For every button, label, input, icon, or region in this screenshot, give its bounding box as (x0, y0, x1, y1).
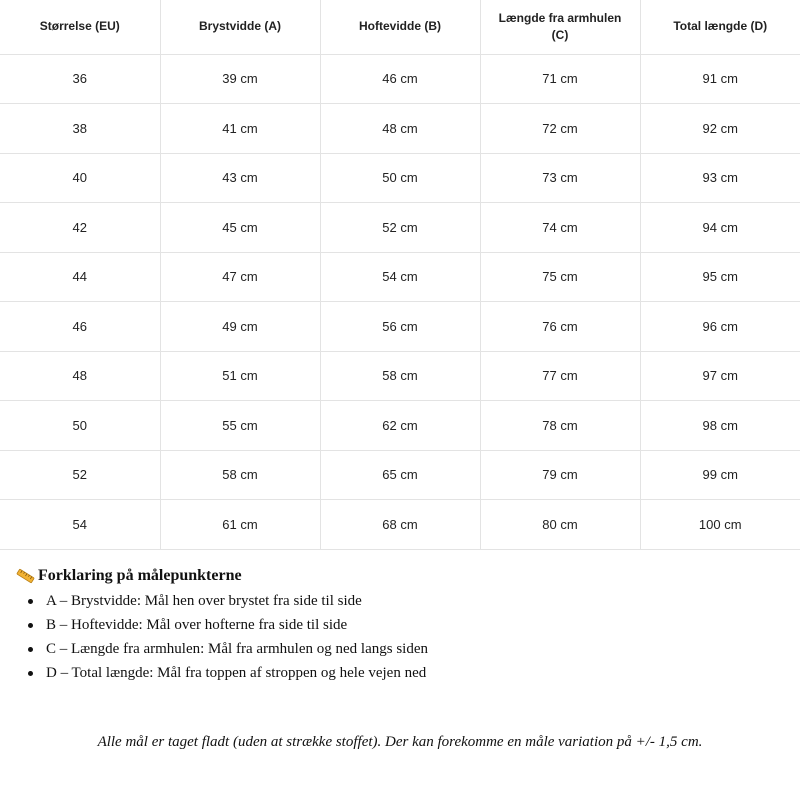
table-row (0, 252, 800, 302)
column-header-armpit-length: Længde fra armhulen (C) (480, 0, 640, 54)
table-header-row (0, 0, 800, 54)
bullet-icon (28, 671, 33, 676)
list-item (16, 589, 786, 613)
table-cell-armpit-length: 76 cm (480, 302, 640, 352)
table-cell-hip-width: 50 cm (320, 153, 480, 203)
table-cell-chest-width: 51 cm (160, 351, 320, 401)
table-row (0, 450, 800, 500)
table-cell-chest-width: 61 cm (160, 500, 320, 550)
table-row (0, 401, 800, 451)
table-cell-size: 42 (0, 203, 160, 253)
list-item (16, 613, 786, 637)
table-cell-size: 50 (0, 401, 160, 451)
column-header-size: Størrelse (EU) (0, 0, 160, 54)
table-cell-armpit-length: 72 cm (480, 104, 640, 154)
table-cell-hip-width: 46 cm (320, 54, 480, 104)
table-cell-hip-width: 52 cm (320, 203, 480, 253)
table-cell-total-length: 91 cm (640, 54, 800, 104)
table-cell-total-length: 97 cm (640, 351, 800, 401)
table-cell-hip-width: 48 cm (320, 104, 480, 154)
table-cell-armpit-length: 73 cm (480, 153, 640, 203)
table-cell-chest-width: 45 cm (160, 203, 320, 253)
table-cell-size: 38 (0, 104, 160, 154)
legend-item-text: A – Brystvidde: Mål hen over brystet fra side til side (46, 593, 362, 609)
table-cell-total-length: 98 cm (640, 401, 800, 451)
legend-heading (16, 565, 786, 587)
legend-item-text: D – Total længde: Mål fra toppen af stroppen og hele vejen ned (46, 665, 427, 681)
column-header-hip-width: Hoftevidde (B) (320, 0, 480, 54)
measurement-legend (16, 565, 786, 685)
table-cell-hip-width: 62 cm (320, 401, 480, 451)
list-item (16, 637, 786, 661)
table-cell-size: 40 (0, 153, 160, 203)
table-cell-total-length: 94 cm (640, 203, 800, 253)
table-cell-armpit-length: 79 cm (480, 450, 640, 500)
table-cell-total-length: 96 cm (640, 302, 800, 352)
table-cell-size: 46 (0, 302, 160, 352)
table-row (0, 302, 800, 352)
table-cell-armpit-length: 71 cm (480, 54, 640, 104)
bullet-icon (28, 599, 33, 604)
table-cell-total-length: 95 cm (640, 252, 800, 302)
table-cell-chest-width: 39 cm (160, 54, 320, 104)
legend-list (16, 589, 786, 685)
table-cell-armpit-length: 80 cm (480, 500, 640, 550)
table-cell-total-length: 100 cm (640, 500, 800, 550)
table-cell-hip-width: 58 cm (320, 351, 480, 401)
table-cell-size: 48 (0, 351, 160, 401)
table-cell-chest-width: 41 cm (160, 104, 320, 154)
table-row (0, 500, 800, 550)
table-cell-size: 52 (0, 450, 160, 500)
table-cell-armpit-length: 74 cm (480, 203, 640, 253)
table-cell-hip-width: 68 cm (320, 500, 480, 550)
table-row (0, 351, 800, 401)
table-cell-hip-width: 54 cm (320, 252, 480, 302)
column-header-chest-width: Brystvidde (A) (160, 0, 320, 54)
table-cell-total-length: 99 cm (640, 450, 800, 500)
legend-item-text: B – Hoftevidde: Mål over hofterne fra side til side (46, 617, 348, 633)
table-cell-size: 36 (0, 54, 160, 104)
table-cell-chest-width: 47 cm (160, 252, 320, 302)
list-item (16, 661, 786, 685)
table-cell-chest-width: 55 cm (160, 401, 320, 451)
table-cell-total-length: 93 cm (640, 153, 800, 203)
table-cell-chest-width: 58 cm (160, 450, 320, 500)
table-cell-armpit-length: 75 cm (480, 252, 640, 302)
legend-item-text: C – Længde fra armhulen: Mål fra armhulen og ned langs siden (46, 641, 428, 657)
table-row (0, 104, 800, 154)
legend-title: Forklaring på målepunkterne (38, 567, 242, 584)
bullet-icon (28, 623, 33, 628)
column-header-total-length: Total længde (D) (640, 0, 800, 54)
table-cell-total-length: 92 cm (640, 104, 800, 154)
table-cell-chest-width: 43 cm (160, 153, 320, 203)
measurement-note: Alle mål er taget fladt (uden at strække stoffet). Der kan forekomme en måle variation på +/- 1,5 cm. (97, 734, 703, 750)
table-row (0, 54, 800, 104)
ruler-icon (16, 568, 35, 584)
table-cell-hip-width: 56 cm (320, 302, 480, 352)
table-row (0, 153, 800, 203)
table-cell-armpit-length: 78 cm (480, 401, 640, 451)
table-cell-hip-width: 65 cm (320, 450, 480, 500)
table-cell-size: 54 (0, 500, 160, 550)
table-row (0, 203, 800, 253)
table-cell-armpit-length: 77 cm (480, 351, 640, 401)
bullet-icon (28, 647, 33, 652)
table-cell-size: 44 (0, 252, 160, 302)
table-cell-chest-width: 49 cm (160, 302, 320, 352)
